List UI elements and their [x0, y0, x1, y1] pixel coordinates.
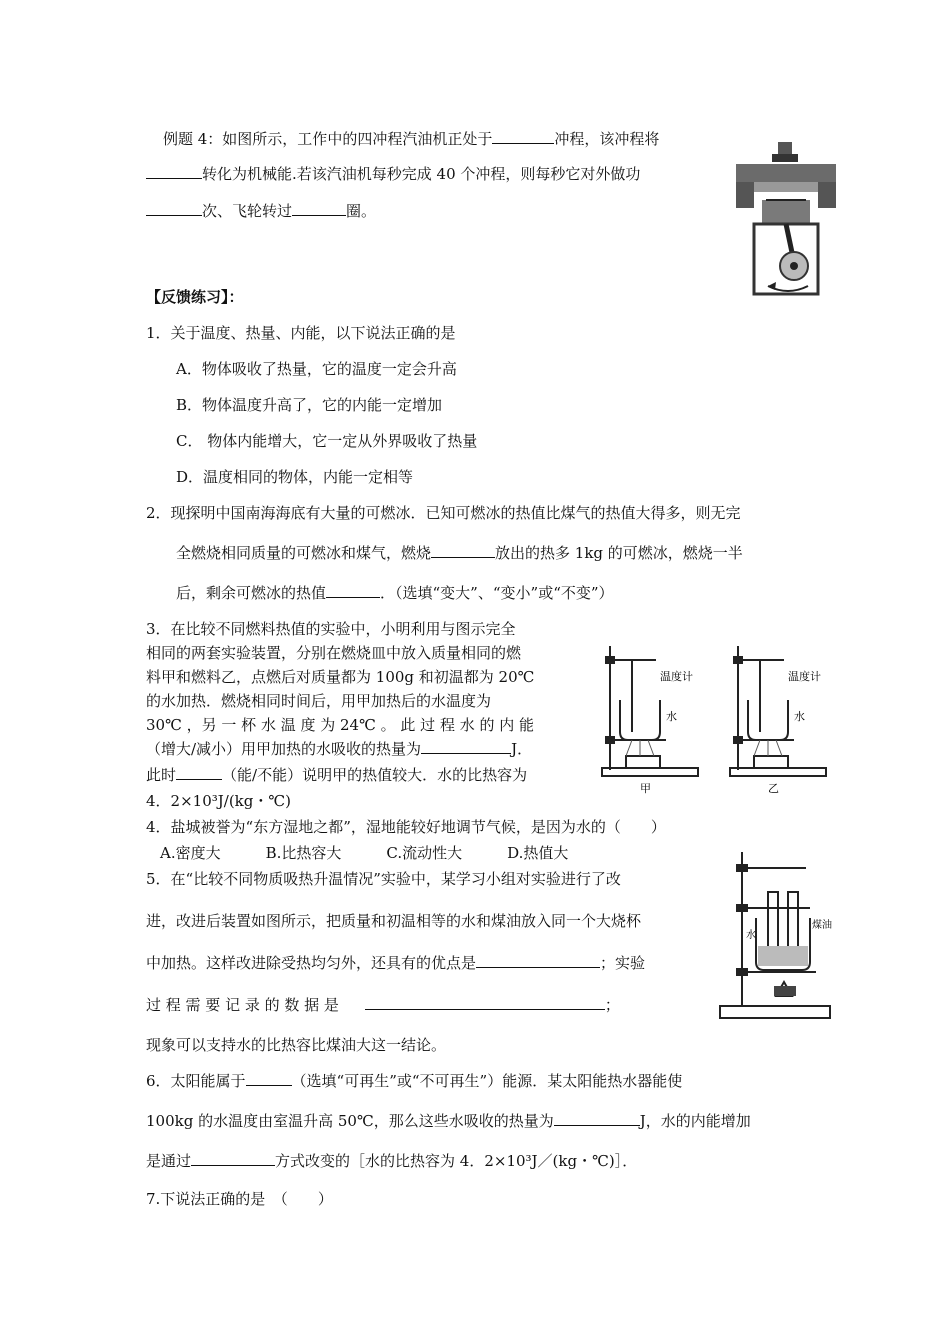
q4-stem: 4．盐城被誉为“东方湿地之都”，湿地能较好地调节气候，是因为水的（ ）: [146, 818, 666, 836]
blank-fuel-more-heat[interactable]: [431, 543, 495, 558]
q5-line4: [146, 994, 620, 1016]
q5-line1: 5．在“比较不同物质吸热升温情况”实验中，某学习小组对实验进行了改: [146, 870, 621, 888]
q3-text-d: （能/不能）说明甲的热值较大．水的比热容为: [222, 766, 528, 784]
q3-text-a: （增大/减小）用甲加热的水吸收的热量为: [146, 740, 422, 758]
water-label: 水: [746, 930, 756, 941]
q2-line3: [176, 582, 614, 604]
thermometer-label-jia: 温度计: [660, 670, 693, 683]
q7-stem: 7.下说法正确的是 （ ）: [146, 1190, 333, 1208]
q5-line3: [146, 952, 645, 974]
blank-heat-absorbed[interactable]: [421, 739, 511, 754]
q5-text-b: ；实验: [600, 954, 646, 972]
example4-text-a: 例题 4：如图所示，工作中的四冲程汽油机正处于: [163, 130, 493, 148]
q6-text-c: 100kg 的水温度由室温升高 50℃，那么这些水吸收的热量为: [146, 1112, 554, 1130]
q1-option-d[interactable]: D．温度相同的物体，内能一定相等: [176, 468, 414, 486]
water-label-jia: 水: [666, 710, 677, 723]
blank-method[interactable]: [191, 1151, 275, 1166]
q2-line1: 2．现探明中国南海海底有大量的可燃冰．已知可燃冰的热值比煤气的热值大得多，则无完: [146, 504, 741, 522]
example4-line1: [163, 128, 659, 150]
blank-work-times[interactable]: [146, 201, 202, 216]
feedback-heading: 【反馈练习】：: [146, 288, 244, 306]
example4-text-d: 次、飞轮转过: [202, 202, 293, 220]
q2-line2: [176, 542, 743, 564]
q6-text-e: 是通过: [146, 1152, 192, 1170]
q1-option-c[interactable]: C． 物体内能增大，它一定从外界吸收了热量: [176, 432, 478, 450]
q6-text-f: 方式改变的［水的比热容为 4．2×10³J／(kg・℃)］．: [275, 1152, 638, 1170]
heating-apparatus-figure: [716, 846, 836, 1026]
q4-options[interactable]: A.密度大 B.比热容大 C.流动性大 D.热值大: [160, 844, 569, 862]
q6-line3: [146, 1150, 637, 1172]
q1-option-a[interactable]: A．物体吸收了热量，它的温度一定会升高: [176, 360, 457, 378]
q3-line3: 料甲和燃料乙，点燃后对质量都为 100g 和初温都为 20℃: [146, 668, 535, 686]
blank-recorded-data[interactable]: [365, 995, 605, 1010]
example4-line3: [146, 200, 376, 222]
blank-stroke-type[interactable]: [492, 129, 554, 144]
q6-line2: [146, 1110, 751, 1132]
blank-can-cannot[interactable]: [176, 765, 222, 780]
q6-text-b: （选填“可再生”或“不可再生”）能源．某太阳能热水器能使: [291, 1072, 683, 1090]
label-jia: 甲: [640, 782, 651, 795]
q2-text-c: 后，剩余可燃冰的热值: [176, 584, 327, 602]
q5-line5: 现象可以支持水的比热容比煤油大这一结论。: [146, 1036, 447, 1054]
q5-text-c: 过 程 需 要 记 录 的 数 据 是: [146, 996, 339, 1014]
water-label-yi: 水: [794, 710, 805, 723]
q6-text-d: J，水的内能增加: [639, 1112, 751, 1130]
kerosene-label: 煤油: [812, 920, 832, 931]
q3-line1: 3．在比较不同燃料热值的实验中，小明利用与图示完全: [146, 620, 516, 638]
q3-text-b: J．: [511, 740, 533, 758]
q5-text-a: 中加热。这样改进除受热均匀外，还具有的优点是: [146, 954, 477, 972]
blank-energy-type[interactable]: [246, 1071, 292, 1086]
thermometer-label-yi: 温度计: [788, 670, 821, 683]
q5-line2: 进，改进后装置如图所示，把质量和初温相等的水和煤油放入同一个大烧杯: [146, 912, 642, 930]
q3-line2: 相同的两套实验装置，分别在燃烧皿中放入质量相同的燃: [146, 644, 522, 662]
fuel-experiment-figure: [596, 640, 836, 800]
blank-heat-value[interactable]: [326, 583, 380, 598]
q3-line7: [146, 764, 527, 786]
q5-text-d: ；: [604, 996, 620, 1014]
q3-line6: [146, 738, 532, 760]
blank-advantage[interactable]: [476, 953, 600, 968]
q2-text-a: 全燃烧相同质量的可燃冰和煤气，燃烧: [176, 544, 432, 562]
blank-energy-form[interactable]: [146, 164, 202, 179]
q3-line8: 4．2×10³J/(kg・℃): [146, 792, 291, 810]
q3-text-c: 此时: [146, 766, 177, 784]
q6-line1: [146, 1070, 682, 1092]
example4-text-c: 转化为机械能.若该汽油机每秒完成 40 个冲程，则每秒它对外做功: [202, 165, 641, 183]
q1-stem: 1．关于温度、热量、内能，以下说法正确的是: [146, 324, 456, 342]
label-yi: 乙: [768, 782, 779, 795]
q2-text-b: 放出的热多 1kg 的可燃冰，燃烧一半: [495, 544, 743, 562]
example4-line2: [146, 163, 640, 185]
example4-text-e: 圈。: [346, 202, 377, 220]
blank-flywheel-turns[interactable]: [292, 201, 346, 216]
q3-line4: 的水加热．燃烧相同时间后，用甲加热后的水温度为: [146, 692, 492, 710]
engine-figure: [732, 140, 842, 300]
q3-line5: 30℃ ，另 一 杯 水 温 度 为 24℃ 。 此 过 程 水 的 内 能: [146, 716, 535, 734]
example4-text-b: 冲程，该冲程将: [554, 130, 660, 148]
q6-text-a: 6．太阳能属于: [146, 1072, 246, 1090]
q1-option-b[interactable]: B．物体温度升高了，它的内能一定增加: [176, 396, 443, 414]
blank-heat-joules[interactable]: [554, 1111, 640, 1126]
q2-text-d: ．（选填“变大”、“变小”或“不变”）: [380, 584, 614, 602]
